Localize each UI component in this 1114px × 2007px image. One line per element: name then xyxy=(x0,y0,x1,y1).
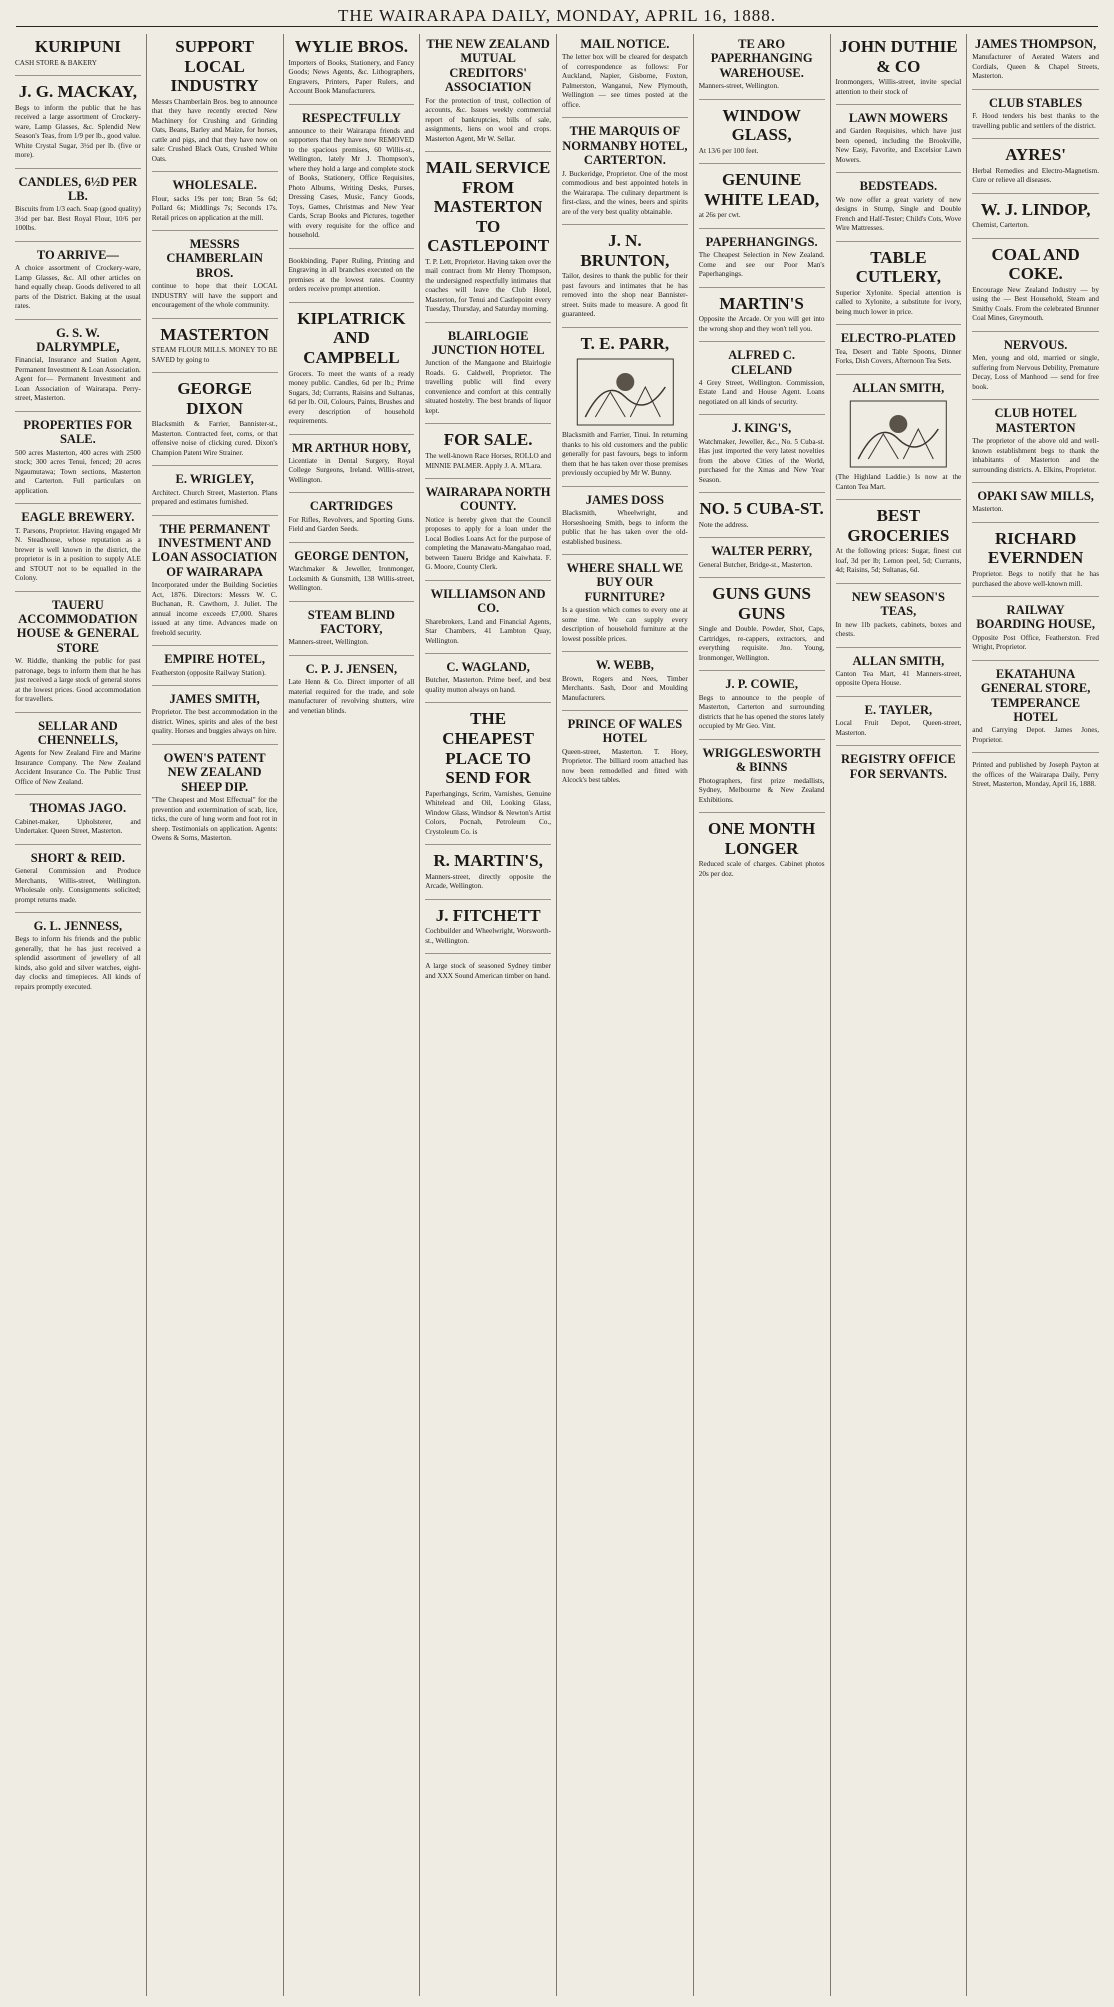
advert-body: T. P. Lett, Proprietor. Having taken over the mail contract from Mr Henry Thompson, the undersigned respectfully intimates that coaches will leave the Club Hotel, Masterton, for Tenui and Castlepoint every Tuesday, Thursday, and Saturday morning. xyxy=(425,257,551,314)
advert-body: Manners-street, Wellington. xyxy=(698,82,779,91)
advert-heading: CARTRIDGES xyxy=(309,499,393,514)
advertisement xyxy=(289,438,415,494)
advert-heading: THE MARQUIS OF NORMANBY HOTEL, CARTERTON. xyxy=(562,124,688,168)
advert-heading: BLAIRLOGIE JUNCTION HOTEL xyxy=(431,328,545,358)
columns xyxy=(10,34,1104,1996)
advertisement xyxy=(699,345,825,415)
advert-heading: NO. 5 CUBA-ST. xyxy=(699,499,824,519)
advert-heading: C. P. J. JENSEN, xyxy=(305,661,398,676)
advert-heading: SUPPORT LOCAL INDUSTRY xyxy=(170,37,259,96)
advert-body: Financial, Insurance and Station Agent, Permanent Investment & Loan Association. Agent for— Permanent Investment and Loan Association of Wairarapa. Perry-street, Masterton. xyxy=(15,356,141,403)
advert-body: In new 1lb packets, cabinets, boxes and chests. xyxy=(835,620,962,639)
advertisement xyxy=(562,558,688,652)
advertisement xyxy=(15,848,141,913)
advert-body: Local Fruit Depot, Queen-street, Masterton. xyxy=(835,719,962,737)
advert-body: "The Cheapest and Most Effectual" for the prevention and extermination of scab, lice, ticks, the cure of lung worm and foot rot in sheep. Testimonials on application. Agents: Owens & Sorns, Masterton. xyxy=(151,796,278,843)
advertisement xyxy=(699,34,825,100)
advert-body: Reduced scale of charges. Cabinet photos 20s per doz. xyxy=(698,860,825,878)
advertisement xyxy=(699,743,825,813)
advertisement xyxy=(289,605,415,656)
advert-heading: RESPECTFULLY xyxy=(301,110,401,125)
advert-body: For Rifles, Revolvers, and Sporting Guns. Field and Garden Seeds. xyxy=(288,515,415,534)
advert-body: Junction of the Mangaone and Blairlogie Roads. G. Caldwell, Proprietor. The travelling public will find every convenience and comfort at this centrally situated hostelry. The best brands of liquor kept. xyxy=(425,359,551,415)
advert-heading: PROPERTIES FOR SALE. xyxy=(23,417,133,447)
advert-heading: PAPERHANGINGS. xyxy=(705,234,818,249)
column-1 xyxy=(10,34,147,1996)
advert-heading: T. E. PARR, xyxy=(580,333,670,353)
engraving-illustration xyxy=(848,399,949,469)
advert-body: and Carrying Depot. James Jones, Proprietor. xyxy=(972,726,1099,744)
advert-heading: GEORGE DENTON, xyxy=(294,548,409,563)
advert-heading: REGISTRY OFFICE FOR SERVANTS. xyxy=(841,752,956,781)
advertisement xyxy=(972,403,1099,483)
advert-body: The well-known Race Horses, ROLLO and MINNIE PALMER. Apply J. A. M'Lara. xyxy=(425,452,551,470)
advertisement xyxy=(562,331,688,487)
advertisement xyxy=(836,700,962,746)
advert-heading: WHOLESALE. xyxy=(172,178,257,193)
advert-body: Watchmaker, Jeweller, &c., No. 5 Cuba-st. Has just imported the very latest novelties from the above Cities of the World, purchased for the Xmas and New Year Season. xyxy=(698,437,825,484)
column-4 xyxy=(420,34,557,1996)
advert-body: Notice is hereby given that the Council proposes to apply for a loan under the Local Bodies Loans Act for the purpose of completing the Manawatu-Mangahao road, between Taueru Bridge and Kaiwhata. F. G. Moore, County Clerk. xyxy=(425,515,551,572)
advertisement xyxy=(699,232,825,288)
advertisement xyxy=(699,167,825,229)
advertisement xyxy=(562,121,688,225)
advert-heading: ALLAN SMITH, xyxy=(852,653,945,668)
advertisement xyxy=(836,108,962,173)
advert-body: Begs to announce to the people of Masterton, Carterton and surrounding districts that he has opened the stores lately occupied by Mr Geo. Vint. xyxy=(698,693,825,731)
advert-heading: BEST GROCERIES xyxy=(847,506,950,545)
advert-body: Importers of Books, Stationery, and Fancy Goods; News Agents, &c. Lithographers, Engravers, Printers, Paper Rulers, and Account Book Manufacturers. xyxy=(288,58,415,96)
advert-heading: PRINCE OF WALES HOTEL xyxy=(567,717,683,746)
advertisement xyxy=(699,103,825,165)
advert-body: Watchmaker & Jeweller, Ironmonger, Locksmith & Gunsmith, 138 Willis-street, Wellington. xyxy=(288,565,415,593)
column-6 xyxy=(694,34,831,1996)
advert-body: T. Parsons, Proprietor. Having engaged Mr N. Steadhouse, whose reputation as a brewer is well known in the district, the proprietor is in a position to supply ALE and STOUT not to be equalled in the Colony. xyxy=(15,526,141,583)
advert-heading: JAMES THOMPSON, xyxy=(974,37,1097,51)
advertisement xyxy=(562,34,688,118)
advert-heading: RAILWAY BOARDING HOUSE, xyxy=(976,603,1096,632)
advert-heading: MASTERTON xyxy=(160,324,269,344)
advertisement xyxy=(15,507,141,591)
advert-heading: JAMES SMITH, xyxy=(169,692,260,707)
advert-body: Cochbuilder and Wheelwright, Worsworth-st., Wellington. xyxy=(425,927,551,945)
advert-heading: AYRES' xyxy=(1005,145,1067,165)
advert-body: Brown, Rogers and Nees, Timber Merchants. Sash, Door and Moulding Manufacturers. xyxy=(562,674,688,702)
advert-heading: MAIL NOTICE. xyxy=(580,37,670,51)
advert-body: Proprietor. Begs to notify that he has purchased the above well-known mill. xyxy=(972,570,1099,588)
column-7 xyxy=(831,34,968,1996)
advertisement xyxy=(699,418,825,493)
advert-body: Manufacturer of Aerated Waters and Cordials, Queen & Chapel Streets, Masterton. xyxy=(972,53,1099,81)
advert-heading: WINDOW GLASS, xyxy=(722,105,801,145)
advert-body: (The Highland Laddie.) Is now at the Canton Tea Mart. xyxy=(835,473,962,491)
advert-heading: SHORT & REID. xyxy=(30,850,125,865)
advert-heading: KURIPUNI xyxy=(34,37,121,56)
advert-body: Incorporated under the Building Societies Act, 1876. Directors: Messrs W. C. Buchanan, R. Cawthorn, J. Juliet. The annual income exceeds £7,000. Shares issued at any time. Advances made on freehold security. xyxy=(151,581,278,637)
advertisement xyxy=(425,482,551,581)
advert-body: Canton Tea Mart, 41 Manners-street, opposite Opera House. xyxy=(835,669,962,688)
advert-body: Architect. Church Street, Masterton. Plans prepared and estimates furnished. xyxy=(151,488,278,507)
advertisement xyxy=(289,496,415,542)
advert-heading: WHERE SHALL WE BUY OUR FURNITURE? xyxy=(566,561,684,604)
advertisement xyxy=(972,486,1099,523)
advert-body: 4 Grey Street, Wellington. Commission, Estate Land and House Agent. Loans negotiated on all kinds of security. xyxy=(698,378,825,406)
advert-heading: G. L. JENNESS, xyxy=(33,919,123,934)
advertisement xyxy=(15,798,141,844)
masthead: THE WAIRARAPA DAILY, MONDAY, APRIL 16, 1888. xyxy=(16,6,1098,27)
advert-body: 500 acres Masterton, 400 acres with 2500 stock; 300 acres Tenui, fenced; 20 acres Ngaumutawa; Town sections, Masterton and Carterton. Full particulars on application. xyxy=(15,448,141,495)
advert-heading: ELECTRO-PLATED xyxy=(840,331,956,346)
advertisement xyxy=(152,519,278,647)
advert-heading: JOHN DUTHIE & CO xyxy=(839,37,958,76)
advert-heading: EMPIRE HOTEL, xyxy=(164,652,265,667)
advert-heading: OWEN'S PATENT NEW ZEALAND SHEEP DIP. xyxy=(163,750,266,794)
advertisement xyxy=(289,659,415,723)
advert-body: Bookbinding, Paper Ruling, Printing and Engraving in all branches executed on the premises at the lowest rates. Country orders receive prompt attention. xyxy=(288,256,415,294)
advertisement xyxy=(836,328,962,374)
advert-heading: THOMAS JAGO. xyxy=(29,801,127,816)
advertisement xyxy=(289,252,415,303)
advertisement xyxy=(15,916,141,999)
column-5 xyxy=(557,34,694,1996)
advertisement xyxy=(699,816,825,886)
advert-heading: ALLAN SMITH, xyxy=(852,380,945,395)
advert-heading: CANDLES, 6½D PER LB. xyxy=(18,174,138,203)
advert-heading: E. TAYLER, xyxy=(864,702,933,717)
advert-body: Blacksmith & Farrier, Bannister-st., Masterton. Contracted feet, corns, or that offensive noise of clicking cured. Dixon's Champion Patent Wire Strainer. xyxy=(151,420,278,457)
advert-heading: GEORGE DIXON xyxy=(177,379,252,418)
advert-body: The proprietor of the above old and well-known establishment begs to thank the inhabitants of Masterton and the surrounding districts. A. Elkins, Proprietor. xyxy=(972,437,1099,474)
advert-body: announce to their Wairarapa friends and supporters that they have now REMOVED to the spacious premises, 60 Willis-st., Wellington, lately Mr J. Thompson's, where they hold a large and complete stock of Books, Stationery, Office Requisites, Photo Albums, Writing Desks, Purses, Dressing Cases, Music, Fancy Goods, Toys, Games, Christmas and New Year Cards, Scrap Books and Pictures, together with every requisite for the office and household. xyxy=(288,126,415,240)
advertisement xyxy=(972,93,1099,139)
advertisement xyxy=(425,657,551,703)
advert-heading: TE ARO PAPERHANGING WAREHOUSE. xyxy=(710,37,813,80)
advert-heading: EKATAHUNA GENERAL STORE, TEMPERANCE HOTEL xyxy=(980,666,1091,724)
advert-body: Blacksmith, Wheelwright, and Horseshoeing Smith, begs to inform the public that he has taken over the old-established business. xyxy=(562,509,688,546)
column-8 xyxy=(967,34,1104,1996)
advert-heading: TO ARRIVE— xyxy=(36,247,119,262)
advert-body: Printed and published by Joseph Payton at the offices of the Wairarapa Daily, Perry Street, Masterton, Monday, April 16, 1888. xyxy=(972,761,1099,789)
advert-body: Begs to inform his friends and the public generally, that he has just received a splendid assortment of jewellery of all kinds, also gold and silver watches, eight-day clocks and timepieces. All kinds of repairs promptly executed. xyxy=(15,935,141,991)
advert-heading: WAIRARAPA NORTH COUNTY. xyxy=(425,485,551,514)
advert-heading: TABLE CUTLERY, xyxy=(855,247,941,287)
advert-body: Masterton. xyxy=(972,505,1004,514)
advert-body: Opposite the Arcade. Or you will get into the wrong shop and they won't tell you. xyxy=(698,315,825,333)
advertisement xyxy=(972,600,1099,661)
advert-body: A choice assortment of Crockery-ware, Lamp Glasses, &c. All other articles on hand equally cheap. Goods delivered to all parts of the District. Baking at the usual rates. xyxy=(15,264,141,311)
advert-body: and Garden Requisites, which have just been opened, including the Brookville, New Easy, Favorite, and Excelsior Lawn Mowers. xyxy=(835,127,962,164)
advertisement xyxy=(836,245,962,326)
advert-body: Chemist, Carterton. xyxy=(972,221,1029,230)
advert-heading: C. WAGLAND, xyxy=(446,660,530,675)
advertisement xyxy=(152,376,278,466)
advertisement xyxy=(425,155,551,323)
advert-body: Manners-street, Wellington. xyxy=(288,638,369,647)
advertisement xyxy=(836,378,962,500)
advert-body: Biscuits from 1/3 each. Soap (good quality) 3½d per bar. Best Royal Flour, 10/6 per 100lbs. xyxy=(15,205,141,233)
advertisement xyxy=(15,323,141,412)
advert-body: Blacksmith and Farrier, Tinui. In returning thanks to his old customers and the public generally for past favours, begs to inform them that he has taken over those premises previously occupied by Mr W. Bunny. xyxy=(562,431,688,478)
advertisement xyxy=(972,242,1099,332)
advertisement xyxy=(15,172,141,242)
advertisement xyxy=(562,228,688,328)
advert-heading: BEDSTEADS. xyxy=(859,179,938,194)
advertisement xyxy=(836,176,962,241)
advert-heading: ONE MONTH LONGER xyxy=(708,819,816,858)
advert-body: Is a question which comes to every one at some time. We can supply every description of household furniture at the lowest possible prices. xyxy=(562,606,688,643)
advert-body: At 13/6 per 100 feet. xyxy=(698,146,759,155)
advert-heading: GENUINE WHITE LEAD, xyxy=(704,170,820,209)
advertisement xyxy=(836,503,962,584)
advert-body: Licentiate in Dental Surgery, Royal College Surgeons, Ireland. Willis-street, Wellington. xyxy=(288,456,415,484)
advert-heading: COAL AND COKE. xyxy=(991,244,1080,284)
advert-body: Butcher, Masterton. Prime beef, and best quality mutton always on hand. xyxy=(425,676,551,694)
advertisement xyxy=(15,245,141,320)
advertisement xyxy=(152,34,278,172)
advert-body: Opposite Post Office, Featherston. Fred Wright, Proprietor. xyxy=(972,633,1099,652)
advert-body: General Butcher, Bridge-st., Masterton. xyxy=(698,560,813,569)
advertisement xyxy=(15,595,141,713)
advertisement xyxy=(425,706,551,845)
advertisement xyxy=(972,756,1099,797)
advertisement xyxy=(425,427,551,479)
advertisement xyxy=(152,689,278,745)
advert-heading: G. S. W. DALRYMPLE, xyxy=(36,325,120,355)
advert-body: Encourage New Zealand Industry — by using the — Best Household, Steam and Smithy Coals. From the celebrated Brunner Coal Mines, Greymouth. xyxy=(972,285,1099,323)
advertisement xyxy=(972,335,1099,400)
advert-body: W. Riddle, thanking the public for past patronage, begs to inform them that he has just received a large stock of general stores at the lowest prices. Good accommodation for travellers. xyxy=(15,657,141,704)
advert-heading: JAMES DOSS xyxy=(585,492,664,507)
advertisement xyxy=(972,142,1099,194)
advertisement xyxy=(15,34,141,76)
advert-body: Cabinet-maker, Upholsterer, and Undertaker. Queen Street, Masterton. xyxy=(15,817,141,836)
advert-heading: W. J. LINDOP, xyxy=(980,199,1091,219)
advert-body: A large stock of seasoned Sydney timber and XXX Sound American timber on hand. xyxy=(425,962,551,980)
advertisement xyxy=(425,34,551,152)
advert-heading: MARTIN'S xyxy=(719,293,804,313)
advert-heading: J. P. COWIE, xyxy=(725,677,799,692)
advert-body: continue to hope that their LOCAL INDUSTRY will have the support and encouragement of the whole community. xyxy=(151,282,278,310)
column-3 xyxy=(284,34,421,1996)
advert-heading: WILLIAMSON AND CO. xyxy=(430,586,546,616)
advertisement xyxy=(289,34,415,105)
advert-heading: J. N. BRUNTON, xyxy=(580,231,670,270)
advertisement xyxy=(152,469,278,515)
advert-body: Grocers. To meet the wants of a ready money public. Candles, 6d per lb.; Prime Sugars, 3d; Currants, Raisins and Sultanas, 6d per lb. Oil, Colours, Paints, Brushes and every description of household requirements. xyxy=(288,369,415,426)
advertisement xyxy=(15,79,141,169)
advertisement xyxy=(836,651,962,697)
advert-body: Messrs Chamberlain Bros. beg to announce that they have recently erected New Machinery for Crushing and Grinding Oats, Beans, Barley and Maize, for horses, cattle and pigs, and that they have now on sale: Crushed Black Oats, Crushed White Oats. xyxy=(151,97,278,163)
advert-body: Manners-street, directly opposite the Arcade, Wellington. xyxy=(425,872,551,891)
advert-heading: MAIL SERVICE FROM MASTERTON TO CASTLEPOINT xyxy=(425,158,551,256)
advert-body: Photographers, first prize medallists, Sydney, Melbourne & New Zealand Exhibitions. xyxy=(698,776,825,804)
advertisement xyxy=(836,587,962,648)
advertisement xyxy=(836,749,962,786)
advert-body: Ironmongers, Willis-street, invite special attention to their stock of xyxy=(835,78,962,96)
advert-body: Sharebrokers, Land and Financial Agents, Star Chambers, 41 Lambton Quay, Wellington. xyxy=(425,617,551,645)
advert-body: Superior Xylonite. Special attention is called to Xylonite, a substitute for ivory, being much lower in price. xyxy=(835,288,962,316)
advert-body: Note the address. xyxy=(698,520,749,529)
advertisement xyxy=(699,291,825,343)
advertisement xyxy=(972,664,1099,754)
advert-body: At the following prices: Sugar, finest cut loaf, 3d per lb; Lemon peel, 5d; Currants, 4d; Raisins, 5d; Sultanas, 6d. xyxy=(835,547,962,575)
advert-heading: NERVOUS. xyxy=(1003,337,1068,352)
column-2 xyxy=(147,34,284,1996)
advertisement xyxy=(699,541,825,578)
advertisement xyxy=(152,234,278,319)
advert-heading: WRIGGLESWORTH & BINNS xyxy=(702,745,821,775)
advert-body: For the protection of trust, collection of accounts, &c. Issues weekly commercial report of bankruptcies, bills of sale, assignments, liens on wool and crops. Masterton Agent, Mr W. Sellar. xyxy=(425,96,551,143)
advertisement xyxy=(289,108,415,249)
advert-heading: OPAKI SAW MILLS, xyxy=(977,489,1094,504)
advert-body: at 26s per cwt. xyxy=(698,211,741,220)
advert-heading: SELLAR AND CHENNELLS, xyxy=(37,718,118,747)
advert-heading: KIPLATRICK AND CAMPBELL xyxy=(297,308,406,368)
advert-heading: J. FITCHETT xyxy=(435,905,541,925)
advert-body: Begs to inform the public that he has received a large assortment of Crockery-ware, Lamp Glasses, &c. Splendid New Season's Teas, from 1/9 per lb., good value. White Crystal Sugar, 3½d per lb. (five or more). xyxy=(15,103,141,160)
advert-body: Herbal Remedies and Electro-Magnetism. Cure or relieve all diseases. xyxy=(972,166,1099,185)
advert-heading: EAGLE BREWERY. xyxy=(21,510,135,525)
advert-body: Men, young and old, married or single, suffering from Nervous Debility, Premature Decay, Loss of Manhood — send for free book. xyxy=(972,354,1099,391)
advert-heading: WALTER PERRY, xyxy=(711,544,812,559)
advert-body: We now offer a great variety of new designs in Stump, Single and Double French and Half-Tester; Child's Cots, Wove Wire Mattresses. xyxy=(835,195,962,233)
advert-heading: STEAM BLIND FACTORY, xyxy=(307,607,395,637)
advert-body: Proprietor. The best accommodation in the district. Wines, spirits and ales of the best quality. Horses and buggies always on hire. xyxy=(151,708,278,736)
advert-heading: NEW SEASON'S TEAS, xyxy=(851,589,945,619)
advert-heading: LAWN MOWERS xyxy=(848,111,948,126)
advertisement xyxy=(972,526,1099,597)
advert-body: Late Henn & Co. Direct importer of all material required for the trade, and sole manufacturer of revolving shutters, wire and venetian blinds. xyxy=(288,678,415,715)
advert-heading: ALFRED C. CLELAND xyxy=(728,348,795,377)
advertisement xyxy=(425,903,551,955)
advertisement xyxy=(972,197,1099,239)
advertisement xyxy=(562,714,688,793)
advert-heading: R. MARTIN'S, xyxy=(433,851,543,871)
advert-heading: THE NEW ZEALAND MUTUAL CREDITORS' ASSOCIATION xyxy=(426,37,550,95)
advert-body: Featherston (opposite Railway Station). xyxy=(151,668,266,677)
advert-body: General Commission and Produce Merchants, Willis-street, Wellington. Wholesale only. Consignments solicited; prompt returns made. xyxy=(15,867,141,904)
advert-body: Queen-street, Masterton. T. Hoey, Proprietor. The billiard room attached has now been remodelled and fitted with Alcock's best tables. xyxy=(562,747,688,785)
engraving-illustration xyxy=(575,357,676,427)
advert-body: Agents for New Zealand Fire and Marine Insurance Company. The New Zealand Accident Insurance Co. The Public Trust Office of New Zealand. xyxy=(15,749,141,786)
advert-heading: TAUERU ACCOMMODATION HOUSE & GENERAL STORE xyxy=(16,597,139,655)
advertisement xyxy=(699,581,825,671)
advertisement xyxy=(289,306,415,435)
advert-heading: THE PERMANENT INVESTMENT AND LOAN ASSOCIATION OF WAIRARAPA xyxy=(152,521,278,579)
advertisement xyxy=(699,674,825,739)
advertisement xyxy=(562,655,688,711)
advert-body: The Cheapest Selection in New Zealand. Come and see our Poor Man's Paperhangings. xyxy=(698,251,825,279)
advertisement xyxy=(15,415,141,504)
advertisement xyxy=(152,748,278,851)
advert-body: Single and Double. Powder, Shot, Caps, Cartridges, re-cappers, extractors, and everything requisite. Jno. Young, Ironmonger, Wellington. xyxy=(698,625,825,662)
advert-heading: J. G. MACKAY, xyxy=(18,82,137,102)
advert-body: CASH STORE & BAKERY xyxy=(15,58,97,67)
advert-heading: THE CHEAPEST PLACE TO SEND FOR xyxy=(442,709,534,788)
advertisement xyxy=(836,34,962,105)
advert-body: Flour, sacks 19s per ton; Bran 5s 6d; Pollard 6s; Middlings 7s; Seconds 17s. Retail prices on application at the mill. xyxy=(151,194,278,222)
advertisement xyxy=(152,649,278,686)
advert-heading: CLUB STABLES xyxy=(989,95,1083,110)
advertisement xyxy=(15,716,141,796)
advertisement xyxy=(425,326,551,425)
advert-body: J. Buckeridge, Proprietor. One of the most commodious and best appointed hotels in the Wairarapa. The culinary department is first-class, and the wines, beers and spirits are of the very best quality obtainable. xyxy=(562,169,688,216)
advert-body: The letter box will be cleared for despatch of correspondence as follows: For Auckland, Napier, Gisborne, Foxton, Palmerston, Wanganui, New Plymouth, Wellington — see times posted at the office. xyxy=(562,53,688,109)
advertisement xyxy=(699,496,825,538)
advert-heading: J. KING'S, xyxy=(731,421,792,436)
advert-body: Paperhangings, Scrim, Varnishes, Genuine Whitelead and Oil, Looking Glass, Window Glass, Windsor & Newton's Artist Colors, Pocnah, Petroleum Co., Crystoleum Co. is xyxy=(425,789,551,836)
advertisement xyxy=(425,957,551,988)
advert-body: Tailor, desires to thank the public for their past favours and intimates that he has removed into the shop near Bannister-street. Suits made to measure. A good fit guaranteed. xyxy=(562,272,688,319)
advert-heading: MESSRS CHAMBERLAIN BROS. xyxy=(166,237,263,280)
advertisement xyxy=(289,546,415,602)
advert-heading: MR ARTHUR HOBY, xyxy=(291,440,411,455)
advert-heading: E. WRIGLEY, xyxy=(175,472,254,487)
advert-heading: RICHARD EVERNDEN xyxy=(987,528,1084,568)
advert-heading: WYLIE BROS. xyxy=(294,37,409,56)
advert-body: F. Hood tenders his best thanks to the travelling public and settlers of the district. xyxy=(972,112,1099,130)
advert-heading: CLUB HOTEL MASTERTON xyxy=(994,406,1077,435)
advertisement xyxy=(152,322,278,374)
advert-body: STEAM FLOUR MILLS. MONEY TO BE SAVED by going to xyxy=(151,346,278,364)
advert-heading: FOR SALE. xyxy=(443,430,533,450)
advert-heading: GUNS GUNS GUNS xyxy=(712,584,811,623)
advertisement xyxy=(562,490,688,555)
advertisement xyxy=(152,175,278,231)
advertisement xyxy=(425,584,551,654)
advertisement xyxy=(972,34,1099,90)
advertisement xyxy=(425,848,551,900)
advert-heading: W. WEBB, xyxy=(595,658,654,673)
advert-body: Tea, Desert and Table Spoons, Dinner Forks, Dish Covers, Afternoon Tea Sets. xyxy=(835,347,962,366)
